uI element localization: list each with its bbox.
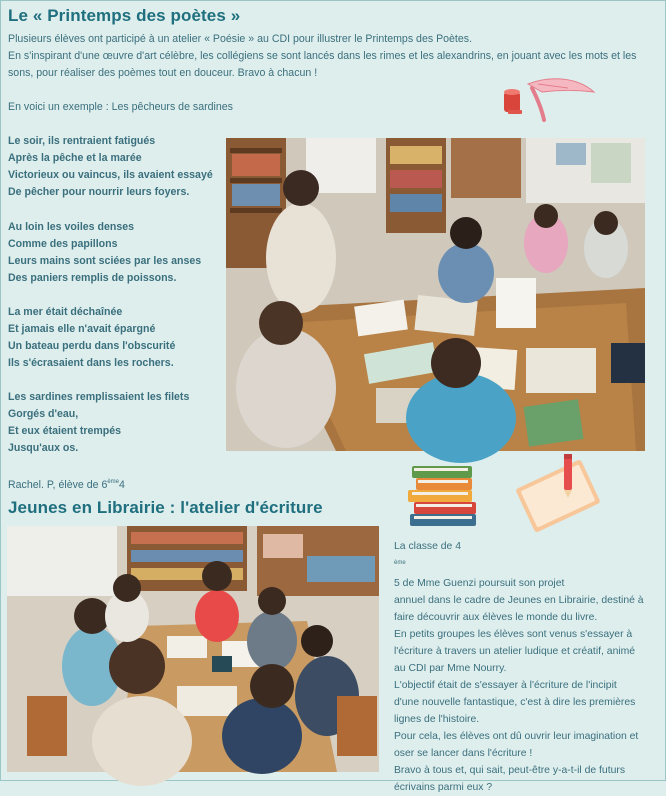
poem-line: Un bateau perdu dans l'obscurité: [8, 340, 176, 352]
stamp-and-quill-icon: [498, 66, 598, 124]
body-line: faire découvrir aux élèves le monde du livre.: [394, 612, 598, 623]
body-line: d'une nouvelle fantastique, c'est à dire les premières: [394, 697, 636, 708]
poem-line: La mer était déchaînée: [8, 306, 123, 318]
body-line: l'écriture à travers un atelier ludique et créatif, animé: [394, 646, 636, 657]
poem-stanza-1: [8, 133, 223, 201]
poem-line: Et eux étaient trempés: [8, 425, 122, 437]
body-line: L'objectif était de s'essayer à l'écriture de l'incipit: [394, 680, 617, 691]
poem-line: Jusqu'aux os.: [8, 442, 79, 454]
poem-line: Des paniers remplis de poissons.: [8, 272, 177, 284]
body-line: Pour cela, les élèves ont dû ouvrir leur imagination et: [394, 731, 639, 742]
poem-line: Ils s'écrasaient dans les rochers.: [8, 357, 174, 369]
poem-line: Et jamais elle n'avait épargné: [8, 323, 156, 335]
body-line-prefix: La classe de 4: [394, 541, 462, 552]
jeunes-en-librairie-paragraph: [394, 538, 656, 796]
poem-line: Gorgés d'eau,: [8, 408, 79, 420]
poem-line: Comme des papillons: [8, 238, 118, 250]
poem-line: Leurs mains sont sciées par les anses: [8, 255, 202, 267]
notepad-pencil-icon: [512, 452, 604, 532]
body-line: au CDI par Mme Nourry.: [394, 663, 507, 674]
section-title-printemps: Le « Printemps des poètes »: [8, 6, 241, 25]
body-line: Bravo à tous et, qui sait, peut-être y-a-t-il de futurs: [394, 765, 626, 776]
signature-sup: ème: [107, 479, 120, 485]
body-line-suffix: 5 de Mme Guenzi poursuit son projet: [394, 578, 565, 589]
intro-line: En s'inspirant d'une œuvre d'art célèbre, les collégiens se sont lancés dans les rimes et les alexandrins, en jouant avec les mots et les: [8, 50, 637, 62]
body-line: oser se lancer dans l'écriture !: [394, 748, 533, 759]
body-line: annuel dans le cadre de Jeunes en Librairie, destiné à: [394, 595, 644, 606]
body-line: lignes de l'histoire.: [394, 714, 480, 725]
intro-line: Plusieurs élèves ont participé à un atelier « Poésie » au CDI pour illustrer le Printemps des Poètes.: [8, 33, 473, 45]
poem-stanza-4: [8, 389, 223, 457]
poem-line: Le soir, ils rentraient fatigués: [8, 135, 156, 147]
signature-class: 4: [119, 479, 125, 491]
writing-workshop-photo: [7, 526, 379, 772]
body-line: [394, 538, 656, 592]
example-line: En voici un exemple : Les pêcheurs de sardines: [8, 101, 233, 113]
poem-line: Après la pêche et la marée: [8, 152, 142, 164]
signature-text: Rachel. P, élève de 6: [8, 479, 108, 491]
poem-line: Victorieux ou vaincus, ils avaient essayé: [8, 169, 213, 181]
poem-stanza-3: [8, 304, 223, 372]
intro-line: sons, pour réaliser des poèmes tout en douceur. Bravo à chacun !: [8, 67, 318, 79]
body-line: écrivains parmi eux ?: [394, 782, 493, 793]
poem-stanza-2: [8, 219, 223, 287]
book-stack-icon: [404, 460, 484, 532]
section-title-jeunes-en-librairie: Jeunes en Librairie : l'atelier d'écriture: [8, 498, 323, 517]
poem-line: Au loin les voiles denses: [8, 221, 134, 233]
poem-line: De pêcher pour nourrir leurs foyers.: [8, 186, 190, 198]
body-line: En petits groupes les élèves sont venus s'essayer à: [394, 629, 633, 640]
poem-line: Les sardines remplissaient les filets: [8, 391, 190, 403]
poetry-workshop-photo: [226, 138, 645, 451]
poem-signature: [8, 474, 125, 494]
body-line-sup: ème: [394, 560, 406, 566]
